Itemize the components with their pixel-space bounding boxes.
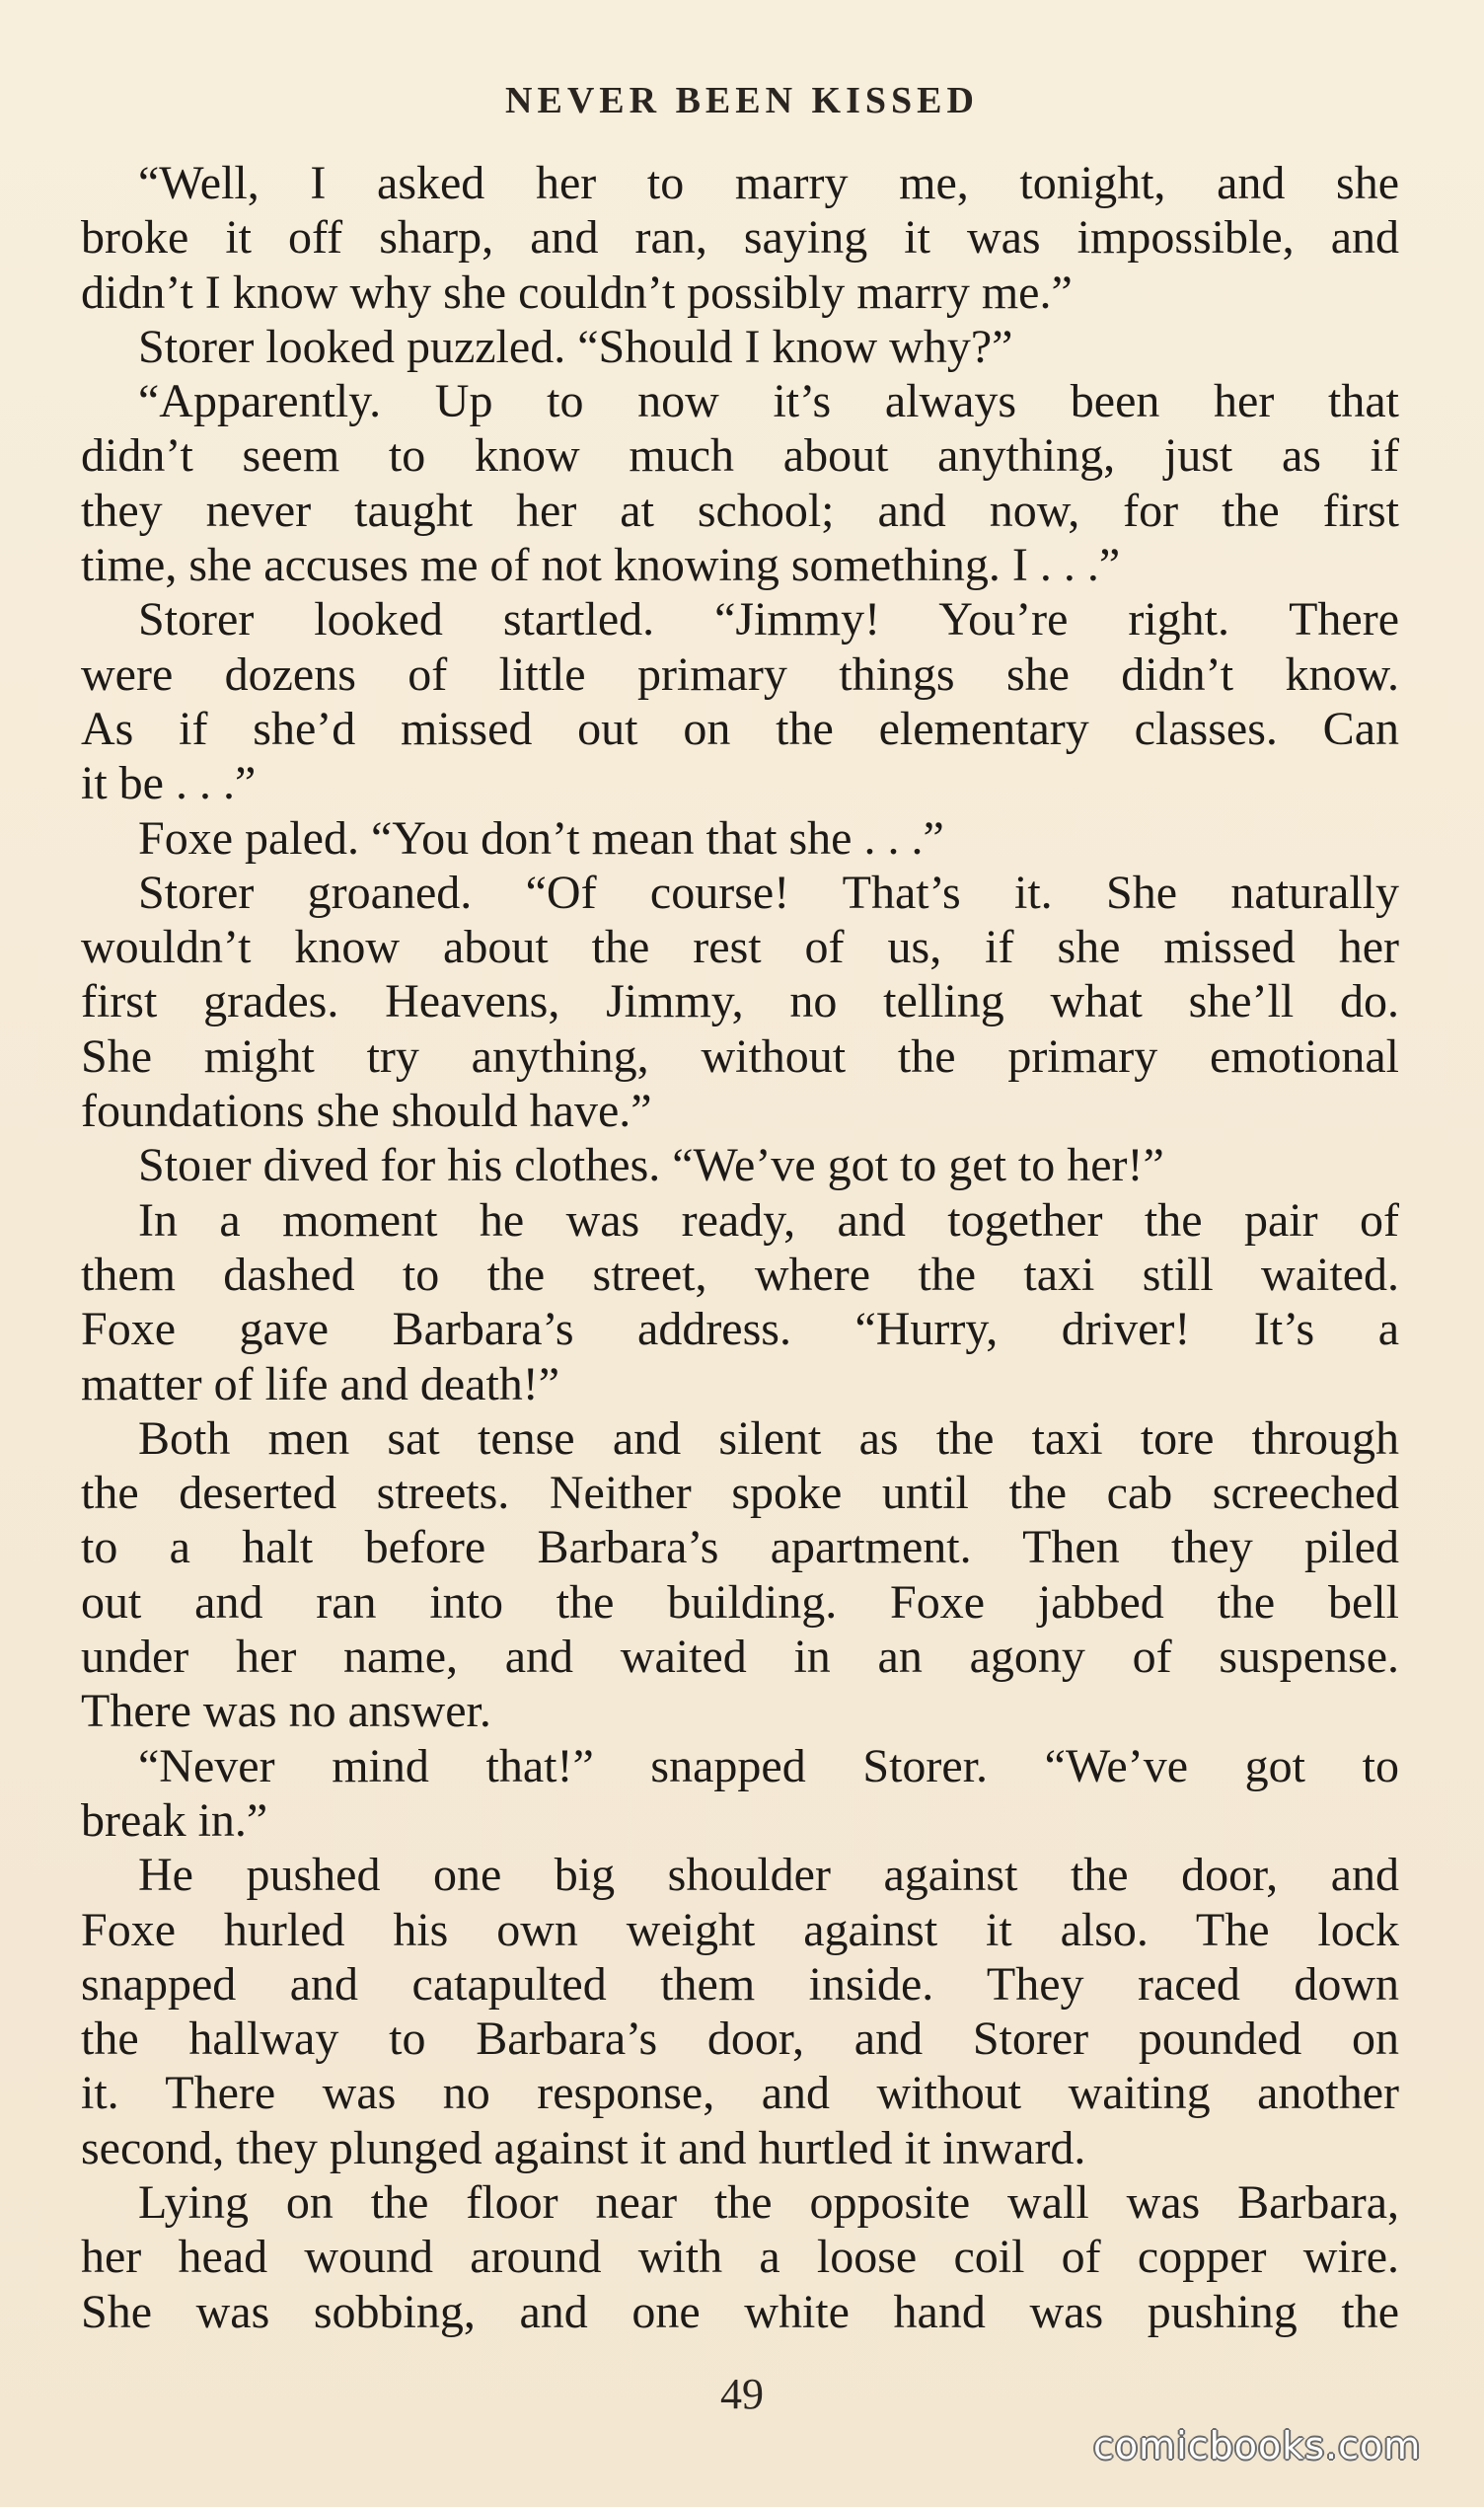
text-line: “Never mind that!” snapped Storer. “We’ve got to: [138, 1739, 1399, 1792]
text-line: time, she accuses me of not knowing something. I . . .”: [81, 539, 1121, 592]
text-line: foundations she should have.”: [81, 1085, 652, 1138]
text-line: Foxe gave Barbara’s address. “Hurry, driver! It’s a: [81, 1303, 1399, 1356]
text-line: wouldn’t know about the rest of us, if she missed her: [81, 921, 1399, 974]
text-line: Foxe paled. “You don’t mean that she . . .”: [138, 811, 944, 865]
text-line: There was no answer.: [81, 1685, 491, 1738]
text-line: break in.”: [81, 1793, 268, 1847]
text-line: her head wound around with a loose coil of copper wire.: [81, 2231, 1399, 2284]
text-line: it be . . .”: [81, 757, 257, 810]
text-line: first grades. Heavens, Jimmy, no telling what she’ll do.: [81, 975, 1399, 1028]
running-head: NEVER BEEN KISSED: [505, 80, 979, 121]
text-line: it. There was no response, and without waiting another: [81, 2067, 1399, 2120]
text-line: matter of life and death!”: [81, 1357, 560, 1410]
text-line: “Apparently. Up to now it’s always been her that: [138, 375, 1399, 428]
text-line: to a halt before Barbara’s apartment. Then they piled: [81, 1521, 1399, 1574]
body-text: [81, 156, 1399, 2339]
text-line: She was sobbing, and one white hand was pushing the: [81, 2285, 1399, 2338]
text-line: Lying on the floor near the opposite wall was Barbara,: [138, 2175, 1399, 2229]
text-line: She might try anything, without the primary emotional: [81, 1029, 1399, 1083]
text-line: the hallway to Barbara’s door, and Storer pounded on: [81, 2013, 1399, 2066]
page-number: 49: [720, 2370, 764, 2418]
text-line: Stoıer dived for his clothes. “We’ve got to get to her!”: [138, 1139, 1164, 1192]
text-line: under her name, and waited in an agony of suspense.: [81, 1631, 1399, 1684]
watermark: comicbooks.com: [1093, 2424, 1422, 2468]
text-line: the deserted streets. Neither spoke until the cab screeched: [81, 1467, 1399, 1520]
text-line: were dozens of little primary things she didn’t know.: [81, 647, 1399, 701]
text-line: As if she’d missed out on the elementary classes. Can: [81, 702, 1399, 755]
text-line: Storer looked puzzled. “Should I know why?”: [138, 320, 1013, 373]
text-line: He pushed one big shoulder against the door, and: [138, 1849, 1399, 1902]
text-line: didn’t seem to know much about anything, just as if: [81, 429, 1399, 483]
text-line: “Well, I asked her to marry me, tonight, and she: [138, 157, 1399, 209]
text-line: them dashed to the street, where the taxi still waited.: [81, 1248, 1399, 1301]
text-line: didn’t I know why she couldn’t possibly marry me.”: [81, 266, 1073, 319]
text-line: Storer looked startled. “Jimmy! You’re right. There: [138, 593, 1399, 646]
text-line: out and ran into the building. Foxe jabbed the bell: [81, 1575, 1399, 1629]
text-line: Storer groaned. “Of course! That’s it. She naturally: [138, 866, 1399, 919]
text-line: snapped and catapulted them inside. They raced down: [81, 1957, 1399, 2011]
text-line: second, they plunged against it and hurtled it inward.: [81, 2121, 1086, 2174]
text-line: In a moment he was ready, and together the pair of: [138, 1193, 1399, 1247]
text-line: broke it off sharp, and ran, saying it was impossible, and: [81, 211, 1399, 265]
text-line: they never taught her at school; and now, for the first: [81, 484, 1399, 537]
text-line: Foxe hurled his own weight against it also. The lock: [81, 1903, 1399, 1956]
text-line: Both men sat tense and silent as the taxi tore through: [138, 1411, 1399, 1465]
